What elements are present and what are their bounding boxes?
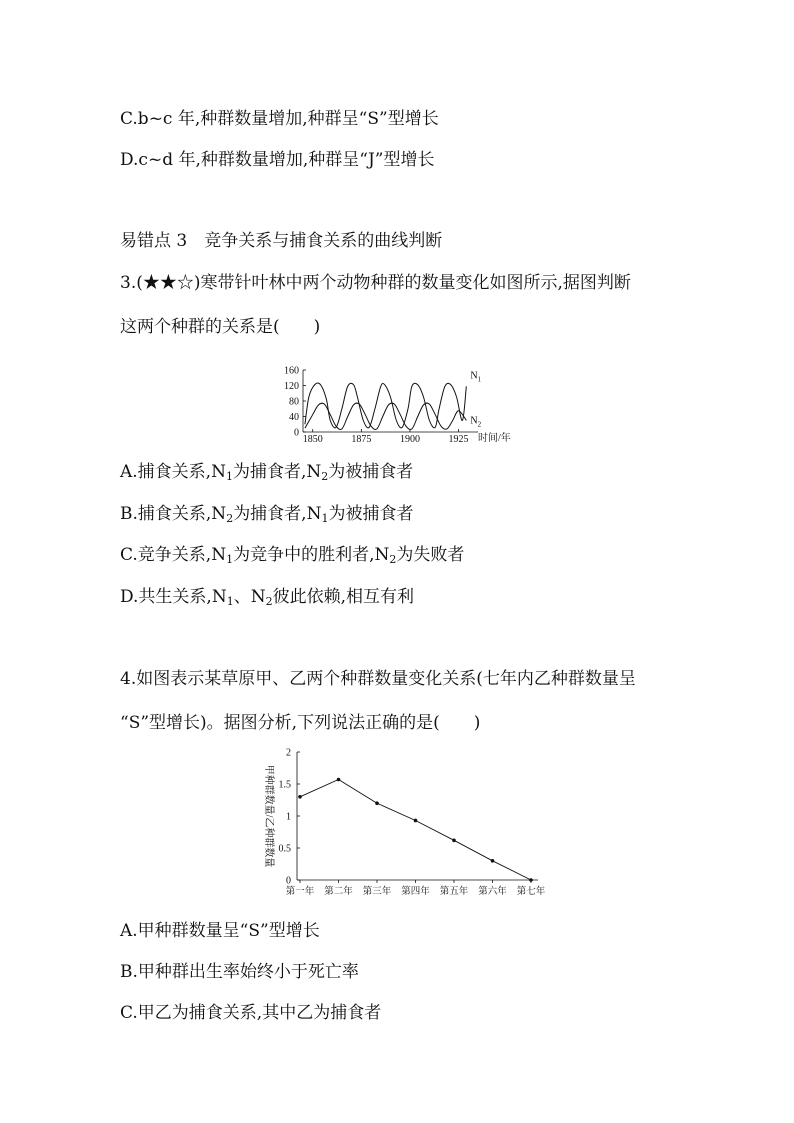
option-d-prev: D.c~d 年,种群数量增加,种群呈“J”型增长	[120, 150, 435, 170]
q4-data-point	[491, 859, 495, 863]
q3-series-N2-label: $N_2$	[470, 415, 482, 429]
q3-option-a-pre: A.捕食关系,N	[120, 462, 226, 482]
q4-x-tick-label: 第四年	[401, 887, 430, 897]
q3-y-tick-label: 80	[289, 396, 299, 408]
q4-y-axis-label: 甲种群数量/乙种群数量	[263, 764, 274, 868]
q4-x-tick-label: 第三年	[362, 887, 392, 897]
q4-x-tick-label: 第五年	[439, 887, 469, 897]
q4-data-point	[414, 819, 418, 823]
q3-series-N2-label-sub: 2	[477, 420, 482, 429]
q4-option-a: A.甲种群数量呈“S”型增长	[120, 921, 320, 941]
q4-option-c: C.甲乙为捕食关系,其中乙为捕食者	[120, 1003, 382, 1023]
q3-option-c-sub1: 1	[226, 553, 234, 566]
q3-option-a-sub1: 1	[225, 470, 233, 483]
q3-x-tick-label: 1875	[351, 434, 372, 445]
q4-ratio-chart	[252, 744, 552, 904]
q3-y-tick-label: 160	[284, 365, 299, 377]
q4-data-point	[375, 801, 379, 805]
q3-x-tick-label: 1900	[399, 434, 420, 445]
q3-option-d-post: 彼此依赖,相互有利	[272, 587, 414, 607]
q3-y-tick-label: 120	[284, 381, 299, 392]
q3-series-N1-line	[305, 383, 466, 428]
q4-stem-line2: “S”型增长)。据图分析,下列说法正确的是( )	[120, 713, 481, 733]
section-title: 易错点 3 竞争关系与捕食关系的曲线判断	[120, 231, 443, 251]
q4-y-tick-label: 1	[286, 811, 291, 823]
q3-series-N1-label-sub: 1	[477, 375, 482, 384]
q3-option-a-mid: 为捕食者,N	[232, 462, 322, 482]
q3-series-N1-label: $N_1$	[470, 370, 482, 384]
q4-data-point	[452, 839, 456, 843]
q4-x-tick-label: 第六年	[478, 887, 507, 897]
q3-option-c	[120, 544, 464, 566]
q4-data-point	[298, 795, 302, 799]
q3-option-b-sub1: 2	[226, 512, 234, 525]
q3-option-c-pre: C.竞争关系,N	[120, 545, 227, 565]
difficulty-stars: ★★☆	[142, 273, 194, 293]
q3-option-d-sub2: 2	[265, 595, 273, 608]
q3-option-b	[120, 503, 413, 525]
q3-y-tick-label: 0	[294, 427, 299, 439]
q3-option-c-post: 为失败者	[396, 545, 465, 565]
q3-x-axis-label: 时间/年	[478, 433, 511, 444]
q3-stem-line1	[120, 272, 631, 294]
q3-option-d	[120, 586, 414, 608]
option-c-prev: C.b~c 年,种群数量增加,种群呈“S”型增长	[120, 109, 439, 129]
q3-option-a	[120, 461, 413, 483]
q3-option-b-pre: B.捕食关系,N	[120, 504, 227, 524]
q3-y-tick-label: 40	[289, 412, 299, 423]
q3-option-a-post: 为被捕食者	[328, 462, 414, 482]
q3-stem-rest: )寒带针叶林中两个动物种群的数量变化如图所示,据图判断	[193, 273, 631, 293]
q3-x-tick-label: 1850	[302, 434, 323, 445]
q3-option-b-sub2: 1	[321, 512, 329, 525]
q3-option-b-mid: 为捕食者,N	[233, 504, 322, 524]
q4-x-tick-label: 第七年	[516, 887, 546, 897]
q3-option-d-mid: 、N	[233, 587, 266, 607]
q3-option-c-mid: 为竞争中的胜利者,N	[233, 545, 390, 565]
q4-option-b: B.甲种群出生率始终小于死亡率	[120, 962, 359, 982]
q4-stem-line1: 4.如图表示某草原甲、乙两个种群数量变化关系(七年内乙种群数量呈	[120, 669, 636, 689]
q3-population-chart	[270, 360, 520, 448]
q4-y-tick-label: 0	[286, 875, 291, 887]
q3-option-d-pre: D.共生关系,N	[120, 587, 227, 607]
q3-option-a-sub2: 2	[321, 470, 329, 483]
q3-x-tick-label: 1925	[448, 434, 469, 445]
q4-data-point	[337, 778, 341, 782]
q4-y-tick-label: 0.5	[278, 843, 291, 855]
q4-x-tick-label: 第一年	[285, 887, 315, 897]
q4-y-tick-label: 2	[286, 747, 291, 759]
q3-option-c-sub2: 2	[389, 553, 397, 566]
q3-stem-line2: 这两个种群的关系是( )	[120, 317, 321, 337]
q4-series-line	[300, 780, 531, 880]
q4-y-tick-label: 1.5	[278, 779, 291, 791]
q3-stem-prefix: 3.(	[120, 273, 143, 293]
q3-option-b-post: 为被捕食者	[328, 504, 414, 524]
q4-x-tick-label: 第二年	[324, 887, 353, 897]
q3-option-d-sub1: 1	[226, 595, 234, 608]
